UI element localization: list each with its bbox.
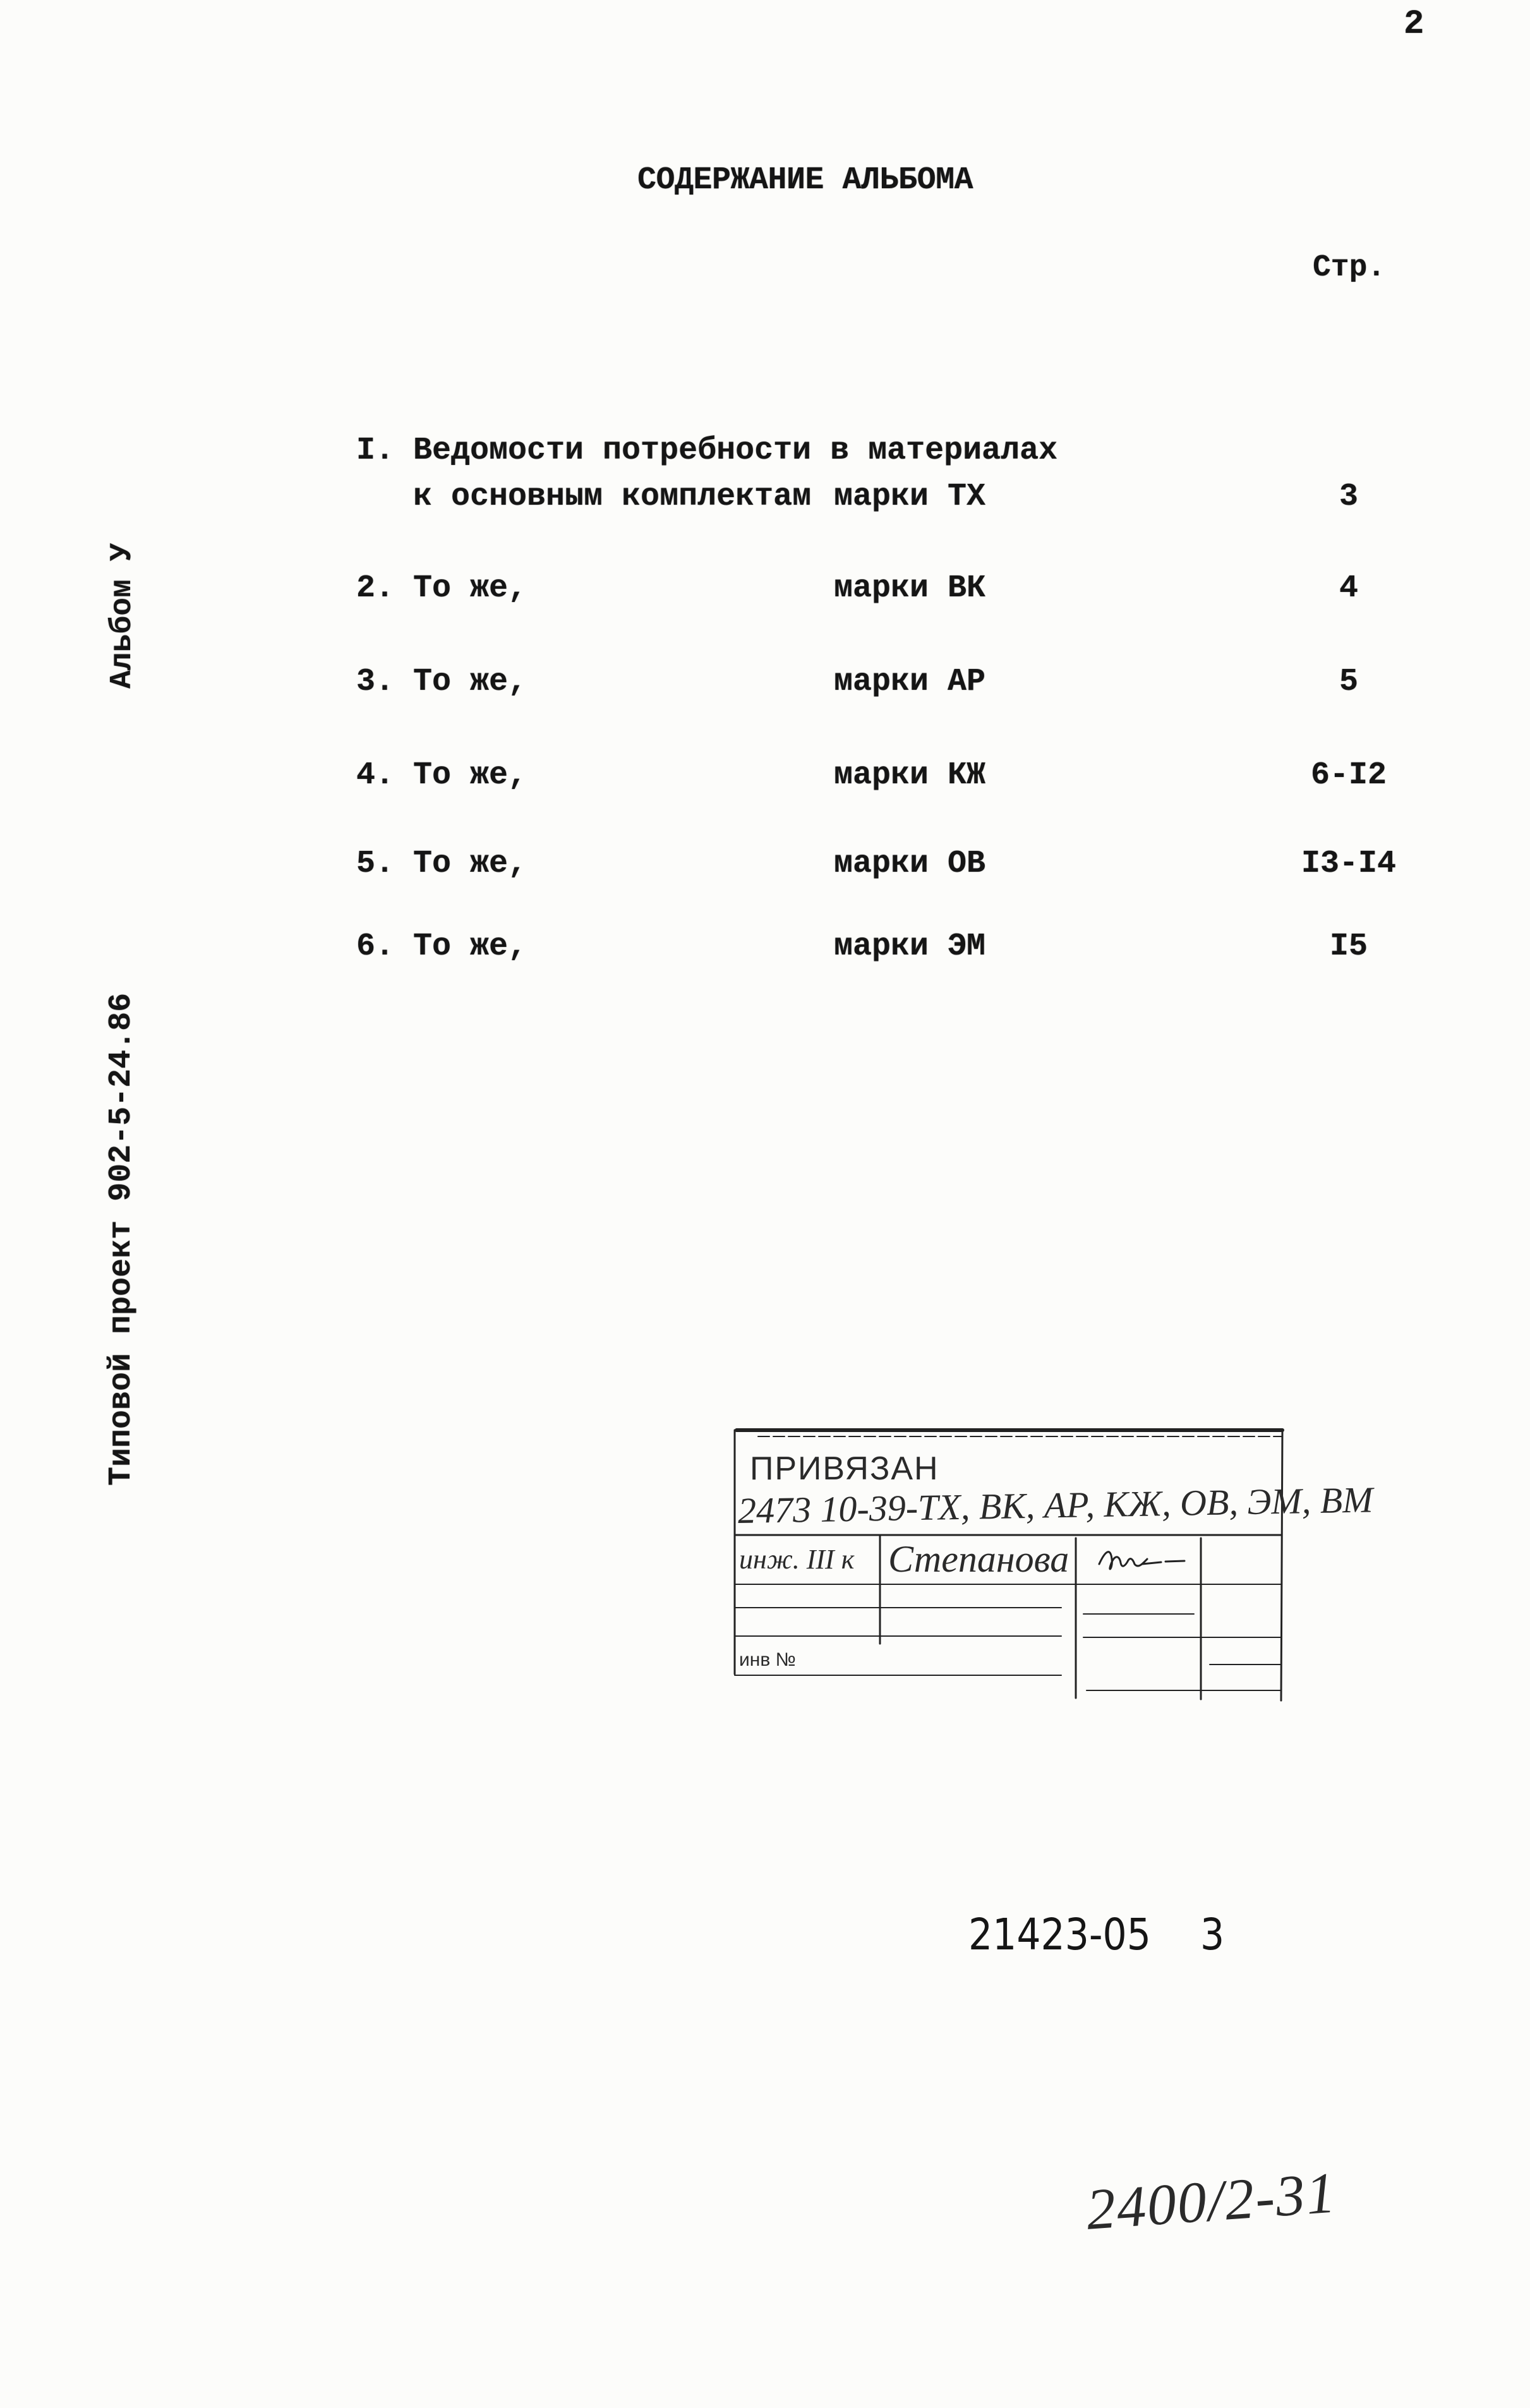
toc-item-title: То же, — [413, 757, 527, 793]
sheet-number: 3 — [1200, 1909, 1225, 1961]
stamp-name: Степанова — [888, 1538, 1069, 1580]
toc-item-number: 4. — [356, 757, 395, 793]
toc-item — [0, 666, 1530, 698]
stamp-title: ПРИВЯЗАН — [750, 1450, 939, 1487]
toc-item — [0, 435, 1530, 467]
page-column-header: Стр. — [1313, 251, 1386, 285]
margin-project-label: Типовой проект 902-5-24.86 — [104, 992, 140, 1486]
toc-item-page: 6-I2 — [1310, 757, 1387, 793]
page-number: 2 — [1404, 5, 1425, 44]
toc-item-page: I5 — [1329, 929, 1368, 965]
toc-item-page: 4 — [1339, 570, 1358, 606]
toc-item-mark: марки ТХ — [834, 479, 986, 515]
toc-item-number: 3. — [356, 664, 395, 700]
stamp-inventory-label: инв № — [739, 1649, 796, 1670]
toc-item-title: То же, — [413, 664, 527, 700]
toc-item-number: 6. — [356, 929, 395, 965]
toc-item-mark: марки ОВ — [834, 846, 986, 882]
toc-item — [0, 848, 1530, 880]
toc-item-title: То же, — [413, 570, 527, 606]
toc-item-title: То же, — [413, 929, 527, 965]
toc-item — [0, 757, 1530, 793]
toc-item-title: То же, — [413, 846, 527, 882]
toc-item-mark: марки КЖ — [834, 757, 986, 793]
toc-item-page: 3 — [1339, 479, 1358, 515]
toc-item-page: 5 — [1339, 664, 1358, 700]
toc-item — [0, 931, 1530, 963]
stamp-border-right — [1281, 1430, 1282, 1701]
document-code: 21423-05 — [968, 1909, 1151, 1961]
toc-item-number: 5. — [356, 846, 395, 882]
signature — [1099, 1552, 1184, 1569]
binding-stamp — [720, 1415, 1390, 1718]
margin-album-label: Альбом У — [105, 543, 140, 689]
toc-item-title: Ведомости потребности в материалах — [413, 433, 1058, 469]
toc-item-continuation — [0, 481, 1530, 513]
toc-item-mark: марки АР — [834, 664, 986, 700]
page-title: СОДЕРЖАНИЕ АЛЬБОМА — [637, 162, 973, 198]
toc-item-number: I. — [356, 433, 395, 469]
toc-item-mark: марки ЭМ — [834, 929, 986, 965]
toc-item-page: I3-I4 — [1301, 846, 1397, 882]
toc-item-mark: марки ВК — [834, 570, 986, 606]
stamp-position: инж. III к — [739, 1544, 855, 1575]
toc-item-number: 2. — [356, 570, 395, 606]
handwritten-note: 2400/2-31 — [1084, 2160, 1339, 2242]
stamp-references: 2473 10-39-ТХ, ВК, АР, КЖ, ОВ, ЭМ, ВМ — [737, 1479, 1373, 1531]
toc-item — [0, 570, 1530, 606]
toc-item-title-continued: к основным комплектам — [413, 479, 812, 515]
